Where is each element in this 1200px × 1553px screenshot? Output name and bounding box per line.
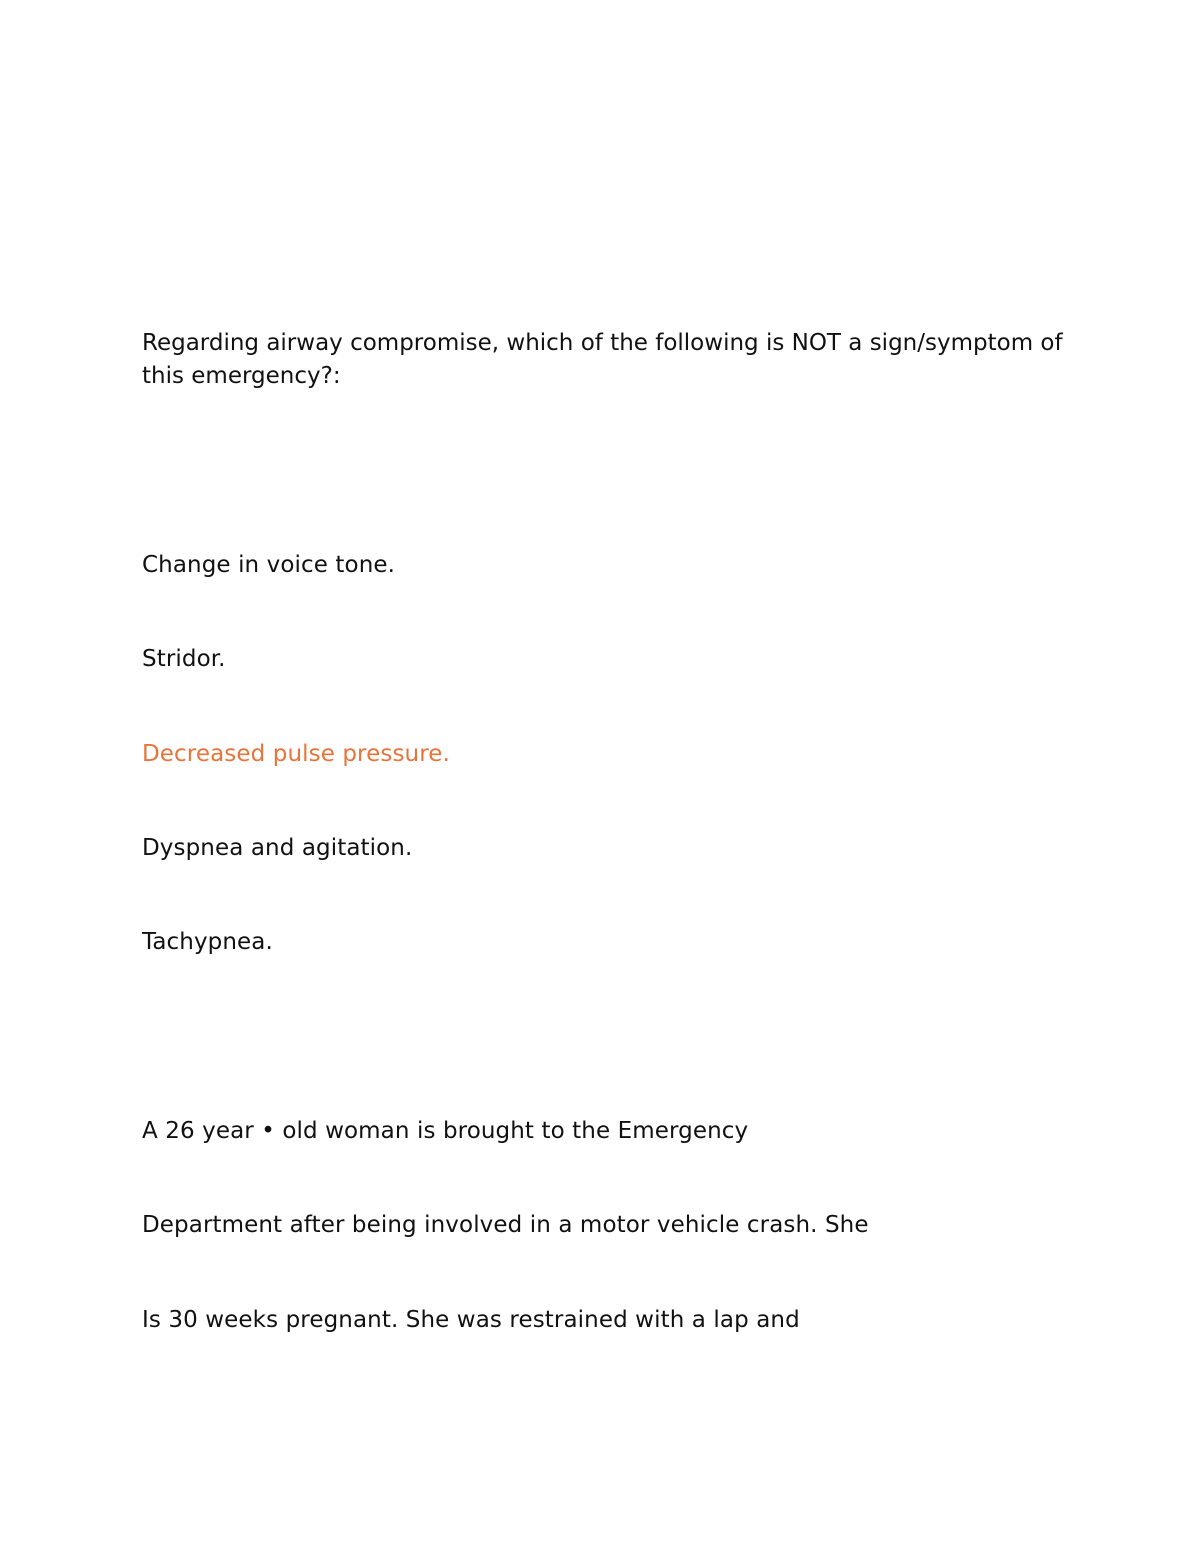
option-stridor: Stridor. — [142, 646, 226, 672]
question-text: Regarding airway compromise, which of the following is NOT a sign/symptom of this emergency?: — [142, 330, 1063, 389]
option-tachypnea: Tachypnea. — [142, 929, 273, 955]
case-text-line-1: A 26 year • old woman is brought to the Emergency — [142, 1118, 749, 1144]
case-text-line-3: Is 30 weeks pregnant. She was restrained with a lap and — [142, 1307, 800, 1333]
option-decreased-pulse-pressure: Decreased pulse pressure. — [142, 741, 450, 767]
option-change-in-voice-tone: Change in voice tone. — [142, 552, 396, 578]
case-text-line-2: Department after being involved in a motor vehicle crash. She — [142, 1212, 869, 1238]
option-dyspnea-and-agitation: Dyspnea and agitation. — [142, 835, 413, 861]
